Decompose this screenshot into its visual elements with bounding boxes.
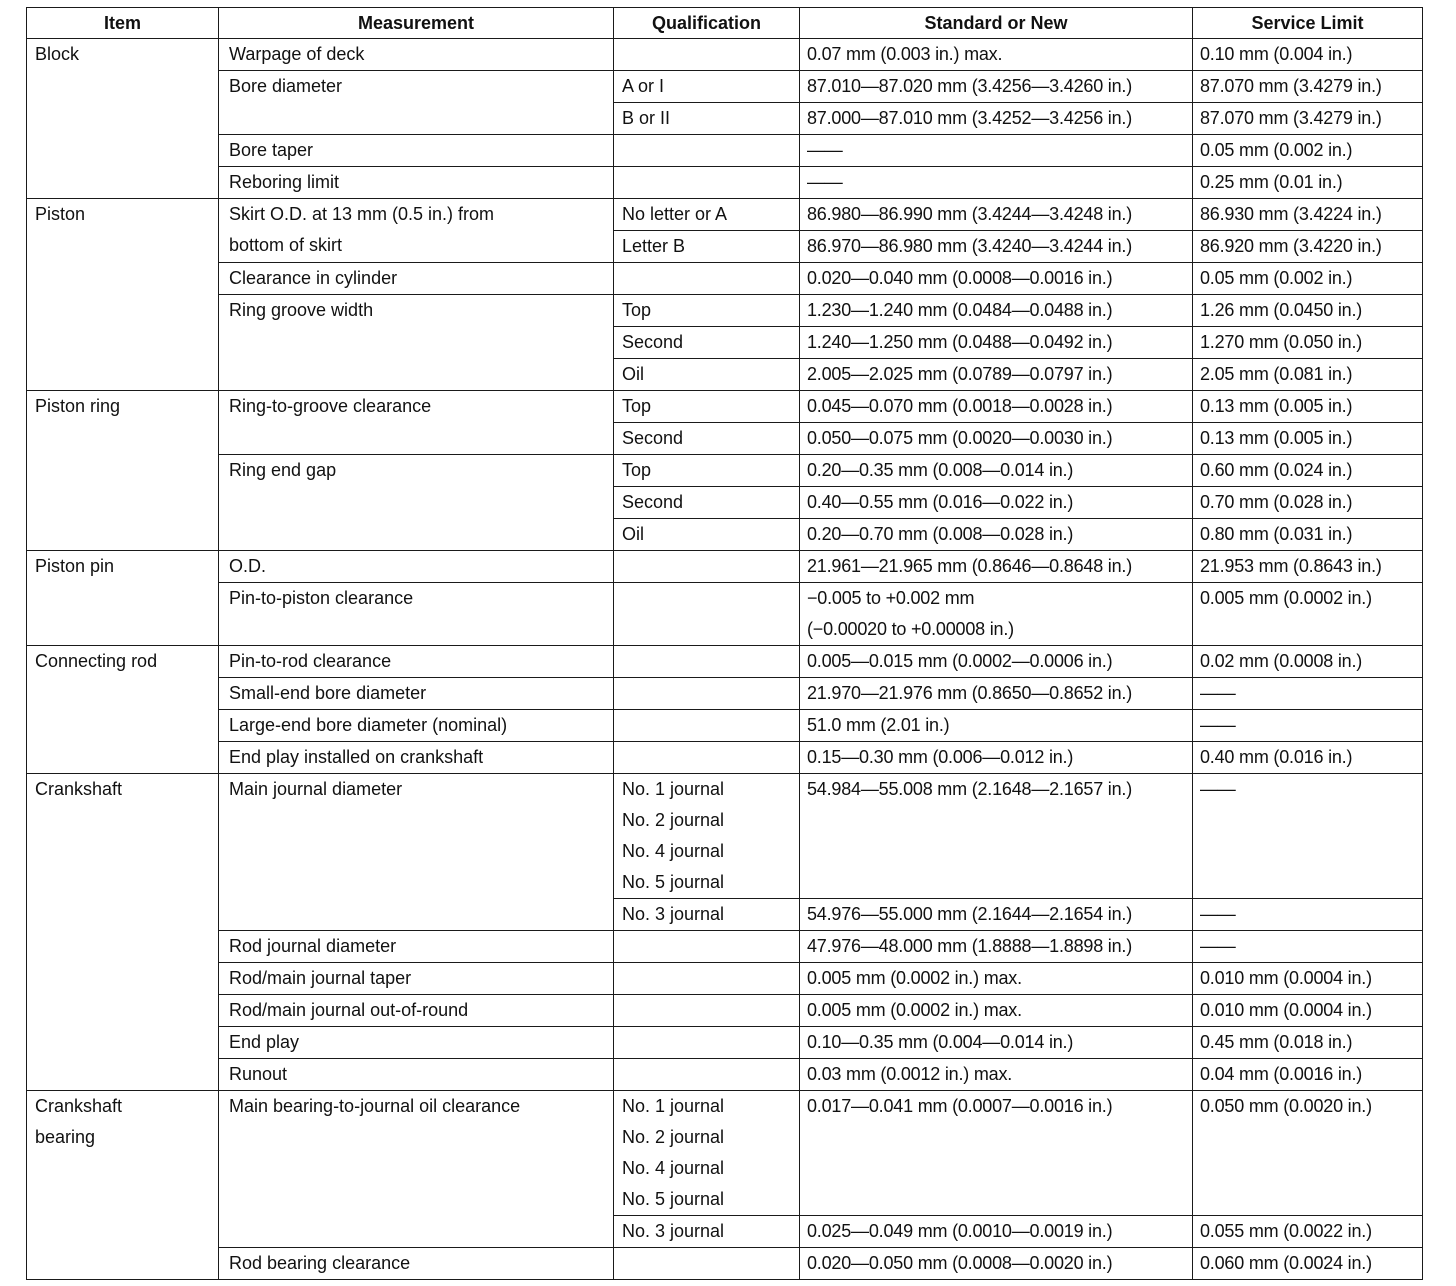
qualification-cell [614, 423, 800, 455]
qualification-cell-line [622, 263, 793, 294]
service-limit-cell [1193, 710, 1423, 742]
qualification-cell [614, 899, 800, 931]
qualification-cell [614, 931, 800, 963]
standard-cell [800, 39, 1193, 71]
qualification-cell [614, 167, 800, 199]
service-limit-cell-line: 0.05 mm (0.002 in.) [1200, 268, 1353, 288]
service-limit-cell-line: 0.060 mm (0.0024 in.) [1200, 1253, 1372, 1273]
table-row [27, 995, 1423, 1027]
measurement-cell [219, 963, 614, 995]
standard-cell-line: 0.025—0.049 mm (0.0010—0.0019 in.) [807, 1221, 1113, 1241]
table-row [27, 710, 1423, 742]
header-standard: Standard or New [800, 8, 1193, 39]
service-limit-cell-line: 0.010 mm (0.0004 in.) [1200, 968, 1372, 988]
qualification-cell [614, 455, 800, 487]
header-row [27, 8, 1423, 39]
qualification-cell-line: No. 4 journal [622, 841, 725, 861]
standard-cell-line: —— [807, 172, 843, 192]
measurement-cell [219, 71, 614, 135]
measurement-cell-line: Pin-to-rod clearance [229, 651, 392, 671]
standard-cell-line: 54.976—55.000 mm (2.1644—2.1654 in.) [807, 904, 1133, 924]
qualification-cell-line: Oil [622, 524, 644, 544]
qualification-cell-line [622, 742, 793, 773]
standard-cell-line: 0.20—0.70 mm (0.008—0.028 in.) [807, 524, 1074, 544]
service-limit-cell-line: 0.04 mm (0.0016 in.) [1200, 1064, 1363, 1084]
service-limit-cell [1193, 931, 1423, 963]
service-limit-cell [1193, 742, 1423, 774]
measurement-cell-line: Warpage of deck [229, 44, 365, 64]
measurement-cell [219, 1027, 614, 1059]
standard-cell-line: 21.970—21.976 mm (0.8650—0.8652 in.) [807, 683, 1133, 703]
standard-cell-line: 0.40—0.55 mm (0.016—0.022 in.) [807, 492, 1074, 512]
table-row [27, 646, 1423, 678]
qualification-cell [614, 231, 800, 263]
measurement-cell [219, 551, 614, 583]
service-limit-cell [1193, 1216, 1423, 1248]
qualification-cell-line [622, 710, 793, 741]
standard-cell-line: 0.045—0.070 mm (0.0018—0.0028 in.) [807, 396, 1113, 416]
service-limit-cell [1193, 1059, 1423, 1091]
measurement-cell [219, 1248, 614, 1280]
measurement-cell [219, 1091, 614, 1248]
service-limit-cell [1193, 774, 1423, 899]
service-limit-cell [1193, 263, 1423, 295]
service-limit-cell-line: 1.270 mm (0.050 in.) [1200, 332, 1363, 352]
standard-cell [800, 71, 1193, 103]
service-limit-cell [1193, 646, 1423, 678]
qualification-cell-line: No. 5 journal [622, 872, 725, 892]
qualification-cell [614, 963, 800, 995]
item-cell [27, 646, 219, 774]
service-limit-cell [1193, 167, 1423, 199]
standard-cell [800, 931, 1193, 963]
table-row [27, 931, 1423, 963]
service-limit-cell-line: 0.60 mm (0.024 in.) [1200, 460, 1353, 480]
standard-cell-line: 0.03 mm (0.0012 in.) max. [807, 1064, 1013, 1084]
service-limit-cell [1193, 231, 1423, 263]
item-cell [27, 774, 219, 1091]
qualification-cell [614, 71, 800, 103]
standard-cell [800, 199, 1193, 231]
header-qualification: Qualification [614, 8, 800, 39]
standard-cell-line: 0.020—0.040 mm (0.0008—0.0016 in.) [807, 268, 1113, 288]
measurement-cell-line: Ring groove width [229, 300, 374, 320]
qualification-cell [614, 1248, 800, 1280]
qualification-cell-line: Oil [622, 364, 644, 384]
table-row [27, 263, 1423, 295]
standard-cell-line: 0.10—0.35 mm (0.004—0.014 in.) [807, 1032, 1074, 1052]
qualification-cell-line: No. 5 journal [622, 1189, 725, 1209]
qualification-cell-line [622, 931, 793, 962]
service-limit-cell-line: 87.070 mm (3.4279 in.) [1200, 108, 1382, 128]
table-row [27, 167, 1423, 199]
standard-cell [800, 1248, 1193, 1280]
measurement-cell [219, 167, 614, 199]
qualification-cell-line: Second [622, 428, 684, 448]
service-limit-cell-line: 0.055 mm (0.0022 in.) [1200, 1221, 1372, 1241]
engine-spec-table [26, 7, 1423, 1280]
service-limit-cell [1193, 995, 1423, 1027]
service-limit-cell-line: 87.070 mm (3.4279 in.) [1200, 76, 1382, 96]
standard-cell-line: 0.005 mm (0.0002 in.) max. [807, 968, 1022, 988]
measurement-cell-line: Small-end bore diameter [229, 683, 427, 703]
standard-cell [800, 231, 1193, 263]
standard-cell [800, 327, 1193, 359]
qualification-cell [614, 391, 800, 423]
standard-cell [800, 167, 1193, 199]
standard-cell [800, 455, 1193, 487]
service-limit-cell [1193, 487, 1423, 519]
qualification-cell-line [622, 995, 793, 1026]
service-limit-cell [1193, 1027, 1423, 1059]
standard-cell-line: 0.005—0.015 mm (0.0002—0.0006 in.) [807, 651, 1113, 671]
qualification-cell-line: A or I [622, 76, 665, 96]
qualification-cell [614, 1216, 800, 1248]
standard-cell [800, 135, 1193, 167]
measurement-cell-line: Ring end gap [229, 460, 337, 480]
table-row [27, 1059, 1423, 1091]
qualification-cell-line [622, 646, 793, 677]
qualification-cell-line: No. 1 journal [622, 1096, 725, 1116]
standard-cell-line: 47.976—48.000 mm (1.8888—1.8898 in.) [807, 936, 1133, 956]
qualification-cell [614, 487, 800, 519]
service-limit-cell-line: 0.10 mm (0.004 in.) [1200, 44, 1353, 64]
qualification-cell-line: No. 1 journal [622, 779, 725, 799]
qualification-cell-line: No. 4 journal [622, 1158, 725, 1178]
standard-cell [800, 263, 1193, 295]
header-measurement: Measurement [219, 8, 614, 39]
standard-cell [800, 1216, 1193, 1248]
service-limit-cell [1193, 327, 1423, 359]
measurement-cell-line: Runout [229, 1064, 288, 1084]
measurement-cell [219, 263, 614, 295]
table-row [27, 135, 1423, 167]
standard-cell [800, 391, 1193, 423]
standard-cell-line: (−0.00020 to +0.00008 in.) [807, 619, 1014, 639]
qualification-cell [614, 551, 800, 583]
table-row [27, 199, 1423, 231]
standard-cell-line: −0.005 to +0.002 mm [807, 588, 975, 608]
measurement-cell [219, 295, 614, 391]
service-limit-cell-line: 1.26 mm (0.0450 in.) [1200, 300, 1363, 320]
service-limit-cell-line: 0.45 mm (0.018 in.) [1200, 1032, 1353, 1052]
measurement-cell [219, 774, 614, 931]
qualification-cell-line: Second [622, 332, 684, 352]
table-row [27, 551, 1423, 583]
measurement-cell-line: Bore taper [229, 140, 314, 160]
qualification-cell-line: No. 2 journal [622, 810, 725, 830]
measurement-cell-line: Bore diameter [229, 76, 343, 96]
standard-cell-line: 0.005 mm (0.0002 in.) max. [807, 1000, 1022, 1020]
table-row [27, 1027, 1423, 1059]
qualification-cell [614, 710, 800, 742]
measurement-cell-line: Reboring limit [229, 172, 340, 192]
standard-cell-line: 0.20—0.35 mm (0.008—0.014 in.) [807, 460, 1074, 480]
service-limit-cell-line: —— [1200, 936, 1236, 956]
item-cell-line: Piston ring [35, 396, 121, 416]
standard-cell [800, 742, 1193, 774]
standard-cell [800, 646, 1193, 678]
service-limit-cell [1193, 455, 1423, 487]
standard-cell-line: 86.970—86.980 mm (3.4240—3.4244 in.) [807, 236, 1133, 256]
table-row [27, 1248, 1423, 1280]
service-limit-cell [1193, 103, 1423, 135]
measurement-cell [219, 646, 614, 678]
header-service-limit: Service Limit [1193, 8, 1423, 39]
standard-cell-line: 87.000—87.010 mm (3.4252—3.4256 in.) [807, 108, 1133, 128]
qualification-cell-line [622, 1027, 793, 1058]
table-row [27, 391, 1423, 423]
measurement-cell [219, 583, 614, 646]
service-limit-cell [1193, 199, 1423, 231]
standard-cell [800, 963, 1193, 995]
service-limit-cell [1193, 71, 1423, 103]
item-cell-line: Piston pin [35, 556, 115, 576]
qualification-cell [614, 774, 800, 899]
standard-cell-line: —— [807, 140, 843, 160]
standard-cell [800, 103, 1193, 135]
measurement-cell-line: Rod/main journal out-of-round [229, 1000, 469, 1020]
item-cell-line: Crankshaft [35, 1096, 123, 1116]
qualification-cell [614, 583, 800, 646]
measurement-cell [219, 678, 614, 710]
table-row [27, 583, 1423, 646]
qualification-cell [614, 199, 800, 231]
service-limit-cell-line: 0.02 mm (0.0008 in.) [1200, 651, 1363, 671]
table-row [27, 39, 1423, 71]
qualification-cell-line: Second [622, 492, 684, 512]
service-limit-cell-line: 0.05 mm (0.002 in.) [1200, 140, 1353, 160]
qualification-cell-line: B or II [622, 108, 671, 128]
measurement-cell [219, 931, 614, 963]
service-limit-cell-line: 0.13 mm (0.005 in.) [1200, 396, 1353, 416]
table-row [27, 963, 1423, 995]
qualification-cell [614, 995, 800, 1027]
standard-cell [800, 1027, 1193, 1059]
measurement-cell-line: O.D. [229, 556, 267, 576]
service-limit-cell [1193, 678, 1423, 710]
item-cell [27, 551, 219, 646]
service-limit-cell [1193, 359, 1423, 391]
service-limit-cell-line: 86.930 mm (3.4224 in.) [1200, 204, 1382, 224]
measurement-cell [219, 995, 614, 1027]
qualification-cell-line: No. 3 journal [622, 1221, 725, 1241]
table-row [27, 71, 1423, 103]
qualification-cell-line [622, 39, 793, 70]
measurement-cell-line: Clearance in cylinder [229, 268, 398, 288]
measurement-cell-line: End play installed on crankshaft [229, 747, 484, 767]
service-limit-cell-line: 86.920 mm (3.4220 in.) [1200, 236, 1382, 256]
standard-cell [800, 295, 1193, 327]
item-cell-line: bearing [35, 1127, 96, 1147]
header-item: Item [27, 8, 219, 39]
item-cell [27, 199, 219, 391]
qualification-cell-line [622, 135, 793, 166]
service-limit-cell-line: 0.80 mm (0.031 in.) [1200, 524, 1353, 544]
qualification-cell [614, 1059, 800, 1091]
measurement-cell-line: Rod bearing clearance [229, 1253, 411, 1273]
measurement-cell-line: Rod journal diameter [229, 936, 397, 956]
qualification-cell [614, 742, 800, 774]
measurement-cell [219, 135, 614, 167]
table-row [27, 295, 1423, 327]
standard-cell [800, 710, 1193, 742]
service-limit-cell [1193, 583, 1423, 646]
table-row [27, 678, 1423, 710]
item-cell [27, 39, 219, 199]
qualification-cell-line [622, 1248, 793, 1279]
service-limit-cell [1193, 135, 1423, 167]
service-limit-cell [1193, 519, 1423, 551]
qualification-cell [614, 1091, 800, 1216]
item-cell-line: Crankshaft [35, 779, 123, 799]
qualification-cell-line [622, 167, 793, 198]
qualification-cell [614, 1027, 800, 1059]
qualification-cell-line: No letter or A [622, 204, 728, 224]
service-limit-cell [1193, 391, 1423, 423]
service-limit-cell-line: —— [1200, 779, 1236, 799]
service-limit-cell [1193, 423, 1423, 455]
qualification-cell-line [622, 583, 793, 614]
table-row [27, 455, 1423, 487]
standard-cell-line: 87.010—87.020 mm (3.4256—3.4260 in.) [807, 76, 1133, 96]
service-limit-cell [1193, 1248, 1423, 1280]
measurement-cell [219, 710, 614, 742]
standard-cell-line: 1.240—1.250 mm (0.0488—0.0492 in.) [807, 332, 1113, 352]
service-limit-cell-line: 0.005 mm (0.0002 in.) [1200, 588, 1372, 608]
qualification-cell-line: No. 2 journal [622, 1127, 725, 1147]
measurement-cell-line: End play [229, 1032, 300, 1052]
standard-cell [800, 583, 1193, 646]
standard-cell [800, 678, 1193, 710]
qualification-cell [614, 295, 800, 327]
qualification-cell [614, 103, 800, 135]
service-limit-cell-line: 21.953 mm (0.8643 in.) [1200, 556, 1382, 576]
qualification-cell [614, 678, 800, 710]
measurement-cell-line: Main journal diameter [229, 779, 403, 799]
standard-cell [800, 995, 1193, 1027]
qualification-cell-line: Letter B [622, 236, 686, 256]
measurement-cell-line: Pin-to-piston clearance [229, 588, 414, 608]
standard-cell [800, 487, 1193, 519]
standard-cell [800, 551, 1193, 583]
service-limit-cell-line: 0.010 mm (0.0004 in.) [1200, 1000, 1372, 1020]
service-limit-cell-line: 0.050 mm (0.0020 in.) [1200, 1096, 1372, 1116]
service-limit-cell [1193, 39, 1423, 71]
item-cell-line: Connecting rod [35, 651, 158, 671]
measurement-cell-line: Rod/main journal taper [229, 968, 412, 988]
measurement-cell-line: Skirt O.D. at 13 mm (0.5 in.) from [229, 204, 495, 224]
standard-cell [800, 1059, 1193, 1091]
qualification-cell [614, 135, 800, 167]
table-row [27, 742, 1423, 774]
standard-cell-line: 0.15—0.30 mm (0.006—0.012 in.) [807, 747, 1074, 767]
qualification-cell [614, 39, 800, 71]
qualification-cell-line [622, 551, 793, 582]
standard-cell-line: 0.020—0.050 mm (0.0008—0.0020 in.) [807, 1253, 1113, 1273]
qualification-cell-line [622, 678, 793, 709]
service-limit-cell [1193, 899, 1423, 931]
standard-cell [800, 519, 1193, 551]
qualification-cell-line: Top [622, 300, 652, 320]
qualification-cell [614, 646, 800, 678]
standard-cell-line: 21.961—21.965 mm (0.8646—0.8648 in.) [807, 556, 1133, 576]
standard-cell-line: 2.005—2.025 mm (0.0789—0.0797 in.) [807, 364, 1113, 384]
standard-cell-line: 1.230—1.240 mm (0.0484—0.0488 in.) [807, 300, 1113, 320]
item-cell [27, 1091, 219, 1280]
qualification-cell-line [622, 963, 793, 994]
measurement-cell [219, 391, 614, 455]
item-cell-line: Piston [35, 204, 86, 224]
service-limit-cell-line: —— [1200, 715, 1236, 735]
measurement-cell-line: Ring-to-groove clearance [229, 396, 432, 416]
measurement-cell [219, 455, 614, 551]
measurement-cell [219, 39, 614, 71]
standard-cell-line: 86.980—86.990 mm (3.4244—3.4248 in.) [807, 204, 1133, 224]
service-limit-cell [1193, 1091, 1423, 1216]
item-cell-line: Block [35, 44, 80, 64]
service-limit-cell-line: 0.40 mm (0.016 in.) [1200, 747, 1353, 767]
qualification-cell [614, 359, 800, 391]
qualification-cell-line: Top [622, 396, 652, 416]
service-limit-cell-line: 0.25 mm (0.01 in.) [1200, 172, 1343, 192]
service-limit-cell-line: 2.05 mm (0.081 in.) [1200, 364, 1353, 384]
spec-body [27, 39, 1423, 1280]
qualification-cell-line [622, 1059, 793, 1090]
standard-cell [800, 1091, 1193, 1216]
measurement-cell-line: Main bearing-to-journal oil clearance [229, 1096, 521, 1116]
service-limit-cell-line: 0.13 mm (0.005 in.) [1200, 428, 1353, 448]
service-limit-cell [1193, 551, 1423, 583]
qualification-cell [614, 519, 800, 551]
service-limit-cell [1193, 963, 1423, 995]
measurement-cell [219, 1059, 614, 1091]
qualification-cell-line: Top [622, 460, 652, 480]
service-limit-cell-line: 0.70 mm (0.028 in.) [1200, 492, 1353, 512]
item-cell [27, 391, 219, 551]
standard-cell-line: 0.07 mm (0.003 in.) max. [807, 44, 1003, 64]
service-limit-cell-line: —— [1200, 683, 1236, 703]
qualification-cell-line: No. 3 journal [622, 904, 725, 924]
measurement-cell [219, 742, 614, 774]
measurement-cell [219, 199, 614, 263]
standard-cell-line: 0.017—0.041 mm (0.0007—0.0016 in.) [807, 1096, 1113, 1116]
qualification-cell [614, 327, 800, 359]
standard-cell [800, 359, 1193, 391]
measurement-cell-line: Large-end bore diameter (nominal) [229, 715, 508, 735]
standard-cell-line: 0.050—0.075 mm (0.0020—0.0030 in.) [807, 428, 1113, 448]
standard-cell-line: 54.984—55.008 mm (2.1648—2.1657 in.) [807, 779, 1133, 799]
standard-cell-line: 51.0 mm (2.01 in.) [807, 715, 950, 735]
qualification-cell [614, 263, 800, 295]
standard-cell [800, 774, 1193, 899]
standard-cell [800, 423, 1193, 455]
service-limit-cell-line: —— [1200, 904, 1236, 924]
measurement-cell-line: bottom of skirt [229, 235, 343, 255]
standard-cell [800, 899, 1193, 931]
service-limit-cell [1193, 295, 1423, 327]
